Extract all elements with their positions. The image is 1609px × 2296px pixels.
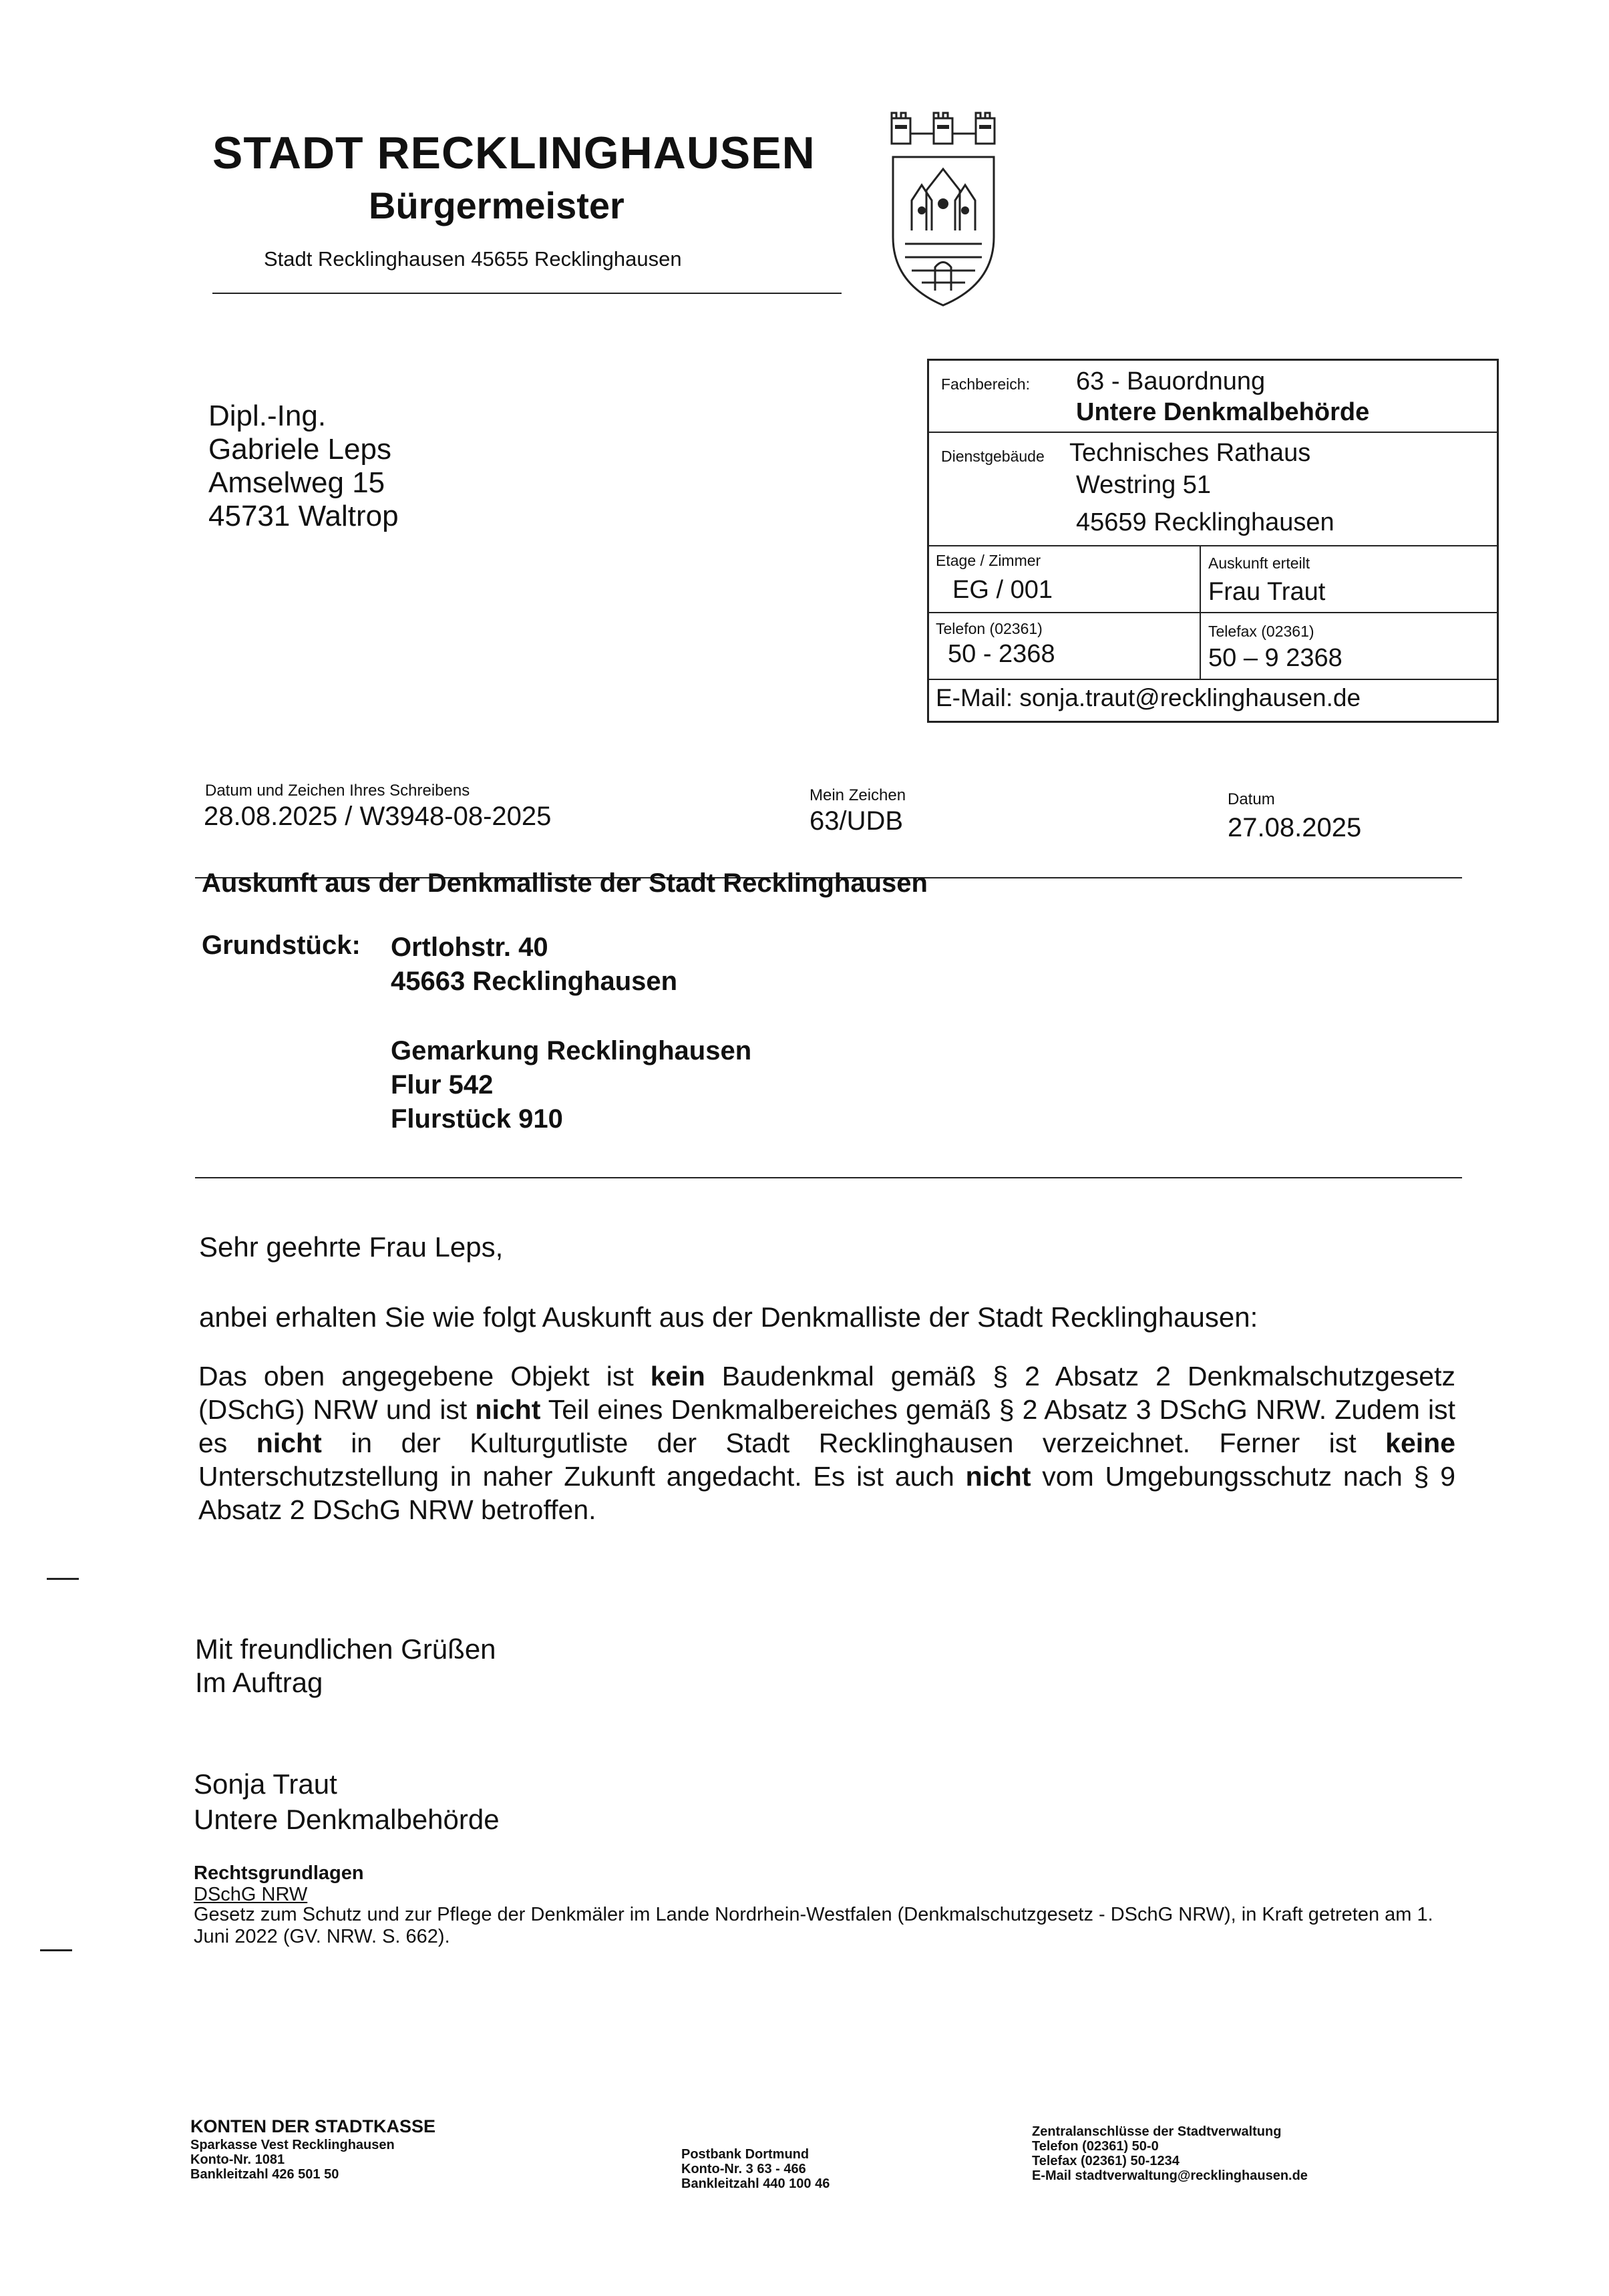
etage-value: EG / 001 [952,576,1053,604]
my-reference-value: 63/UDB [810,806,904,836]
telefax-value: 50 – 9 2368 [1208,644,1343,672]
central-fax: Telefax (02361) 50-1234 [1032,2154,1180,2168]
central-phone: Telefon (02361) 50-0 [1032,2139,1159,2154]
sender-line: Stadt Recklinghausen 45655 Recklinghausen [264,247,682,271]
plot-street: Ortlohstr. 40 [391,933,548,962]
letter-date: 27.08.2025 [1228,813,1362,842]
plot-label: Grundstück: [202,931,361,960]
city-name: STADT RECKLINGHAUSEN [212,128,816,178]
date-label: Datum [1228,790,1275,808]
auskunft-value: Frau Traut [1208,578,1326,606]
bank1-blz: Bankleitzahl 426 501 50 [190,2167,339,2182]
dienstgebaeude-line1: Technisches Rathaus [1069,439,1311,467]
contact-info-box [927,359,1499,723]
dienstgebaeude-line3: 45659 Recklinghausen [1076,508,1334,536]
etage-label: Etage / Zimmer [936,552,1041,569]
closing-im-auftrag: Im Auftrag [195,1667,323,1698]
telefax-label: Telefax (02361) [1208,623,1314,640]
closing-greeting: Mit freundlichen Grüßen [195,1633,496,1665]
central-heading: Zentralanschlüsse der Stadtverwaltung [1032,2124,1282,2139]
plot-city: 45663 Recklinghausen [391,967,678,996]
office-title: Bürgermeister [369,184,624,226]
recipient-title: Dipl.-Ing. [208,399,327,432]
fachbereich-value: 63 - Bauordnung [1076,367,1266,395]
coat-of-arms-icon [885,110,1002,311]
plot-flur: Flur 542 [391,1070,494,1100]
salutation: Sehr geehrte Frau Leps, [199,1231,504,1263]
auskunft-label: Auskunft erteilt [1208,554,1310,572]
legal-text: Gesetz zum Schutz und zur Pflege der Denkmäler im Lande Nordrhein-Westfalen (Denkmalschutzgesetz - DSchG NRW), in Kraft getreten am 1. Juni 2022 (GV. NRW. S. 662). [194,1904,1433,1947]
punch-mark [40,1949,72,1951]
dienstgebaeude-label: Dienstgebäude [941,448,1045,465]
subject-rule-bottom [195,1177,1462,1178]
central-contacts [1032,2124,1308,2183]
fold-mark [47,1578,79,1580]
recipient-city: 45731 Waltrop [208,500,399,532]
accounts-heading: KONTEN DER STADTKASSE [190,2116,436,2136]
your-reference-value: 28.08.2025 / W3948-08-2025 [204,802,552,831]
dienstgebaeude-line2: Westring 51 [1076,471,1212,499]
my-reference-label: Mein Zeichen [810,786,906,804]
contact-email: E-Mail: sonja.traut@recklinghausen.de [936,684,1361,711]
telefon-label: Telefon (02361) [936,620,1043,637]
main-paragraph: Das oben angegebene Objekt ist kein Baudenkmal gemäß § 2 Absatz 2 Denkmalschutzgesetz (DSchG) NRW und ist nicht Teil eines Denkmalbereiches gemäß § 2 Absatz 3 DSchG NRW. Zudem ist es nicht in der Kulturgutliste der Stadt Recklinghausen verzeichnet. Ferner ist keine Unterschutzstellung in naher Zukunft angedacht. Es ist auch nicht vom Umgebungsschutz nach § 9 Absatz 2 DSchG NRW betroffen. [198,1361,1455,1525]
header-rule [212,293,842,294]
signer-office: Untere Denkmalbehörde [194,1804,500,1835]
bank2-block [681,2147,830,2191]
plot-cadastral [391,1034,751,1136]
central-email: E-Mail stadtverwaltung@recklinghausen.de [1032,2168,1308,2183]
recipient-name: Gabriele Leps [208,433,391,466]
subject-line: Auskunft aus der Denkmalliste der Stadt Recklinghausen [202,868,928,898]
signer-name: Sonja Traut [194,1768,337,1800]
telefon-value: 50 - 2368 [948,640,1055,668]
bank1-account: Konto-Nr. 1081 [190,2152,285,2167]
plot-gemarkung: Gemarkung Recklinghausen [391,1036,752,1065]
recipient-street: Amselweg 15 [208,466,385,499]
recipient-address [208,399,399,533]
legal-heading: Rechtsgrundlagen [194,1862,364,1884]
fachbereich-label: Fachbereich: [941,375,1030,393]
plot-flurstueck: Flurstück 910 [391,1104,563,1134]
bank2-blz: Bankleitzahl 440 100 46 [681,2176,830,2191]
your-reference-label: Datum und Zeichen Ihres Schreibens [205,782,470,800]
plot-address [391,931,677,999]
bank1-block [190,2138,395,2182]
legal-law-link[interactable]: DSchG NRW [194,1884,308,1905]
bank1-name: Sparkasse Vest Recklinghausen [190,2138,395,2152]
intro-sentence: anbei erhalten Sie wie folgt Auskunft aus der Denkmalliste der Stadt Recklinghausen: [199,1301,1258,1333]
bank2-name: Postbank Dortmund [681,2147,810,2162]
fachbereich-sub: Untere Denkmalbehörde [1076,398,1370,426]
bank2-account: Konto-Nr. 3 63 - 466 [681,2162,806,2176]
